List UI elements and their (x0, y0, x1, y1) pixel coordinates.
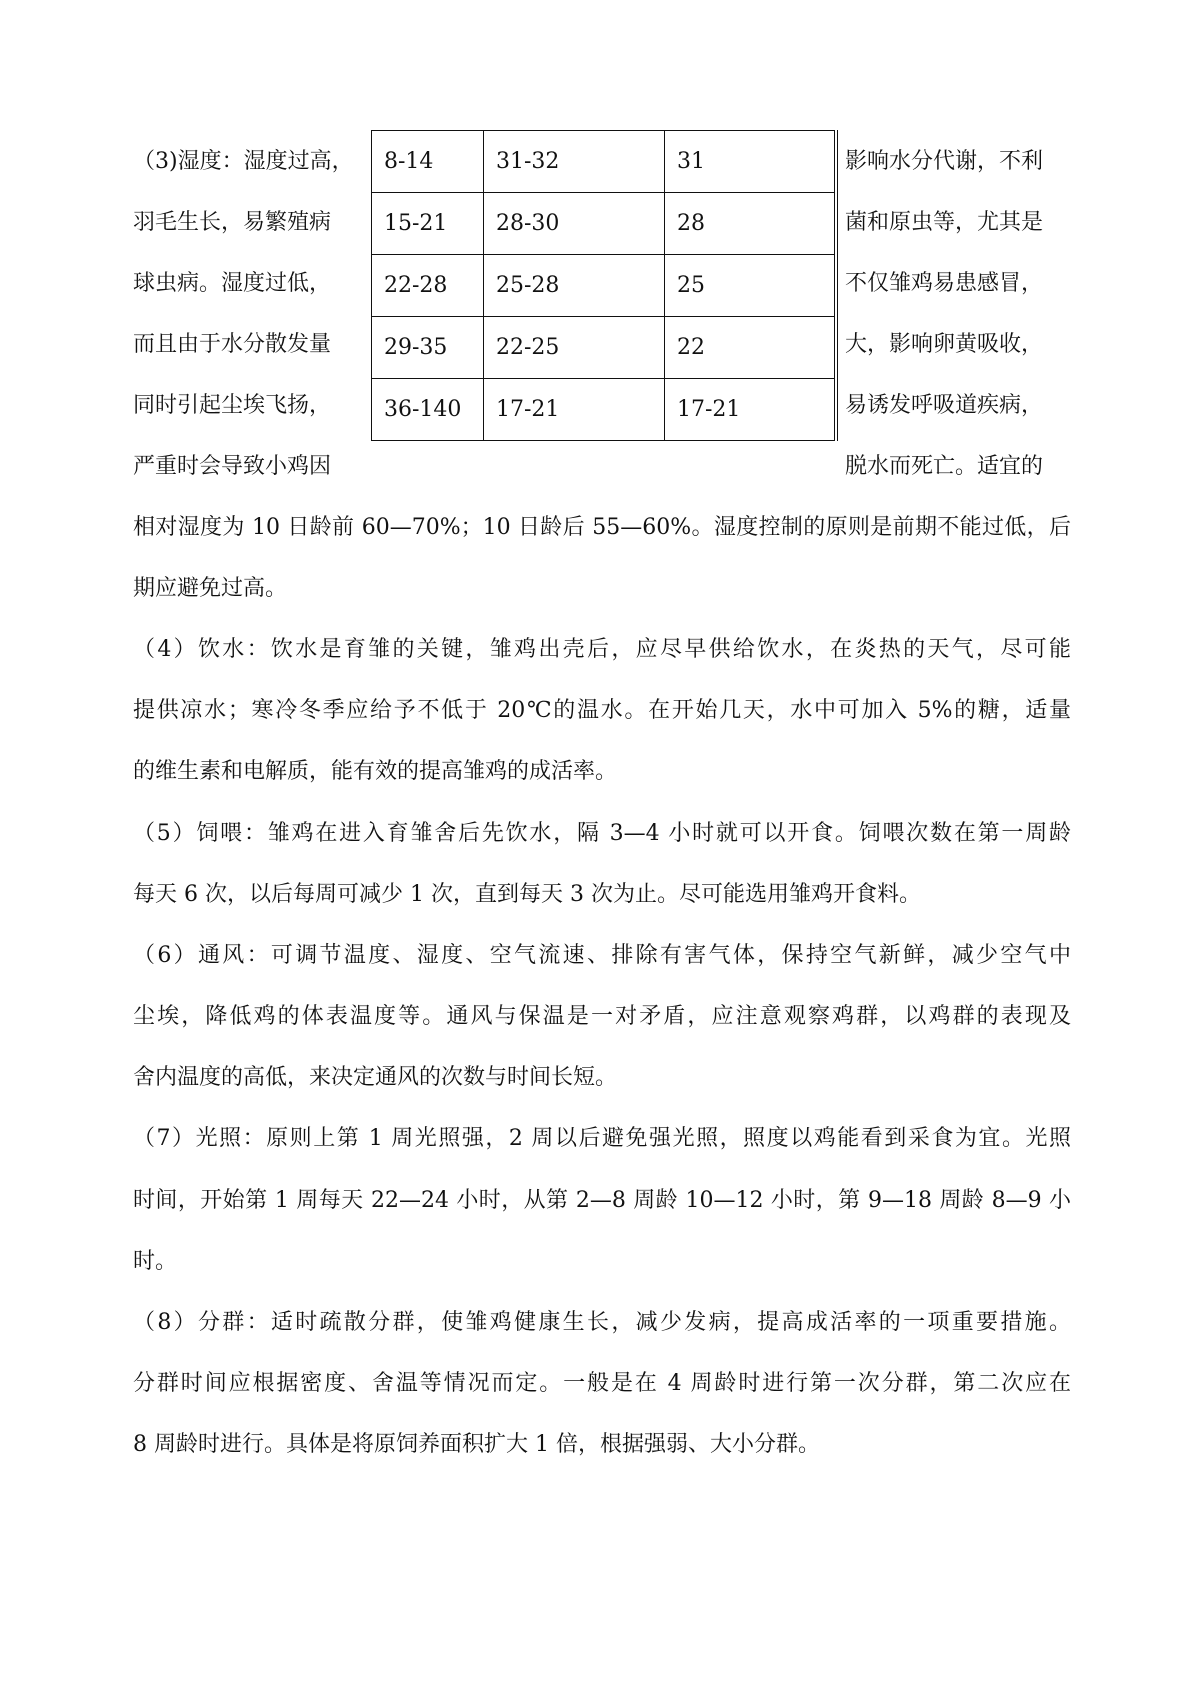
paragraph-line: （6）通风：可调节温度、湿度、空气流速、排除有害气体，保持空气新鲜，减少空气中 (133, 943, 1071, 968)
table-row (372, 193, 836, 255)
paragraph-line: （5）饲喂：雏鸡在进入育雏舍后先饮水，隔 3—4 小时就可以开食。饲喂次数在第一周龄 (133, 821, 1071, 846)
table-cell: 22-28 (372, 255, 484, 317)
table-cell: 22-25 (484, 317, 665, 379)
table-cell: 8-14 (372, 131, 484, 193)
wrap-right-line: 影响水分代谢，不利 (845, 149, 1044, 174)
wrap-left-line: 同时引起尘埃飞扬， (133, 393, 332, 418)
table-row (372, 131, 836, 193)
paragraph-line: 尘埃，降低鸡的体表温度等。通风与保温是一对矛盾，应注意观察鸡群，以鸡群的表现及 (133, 1004, 1071, 1029)
paragraph-line: 时间，开始第 1 周每天 22—24 小时，从第 2—8 周龄 10—12 小时，第 9—18 周龄 8—9 小 (133, 1188, 1071, 1213)
wrap-left-line: （3)湿度：湿度过高， (133, 149, 354, 174)
table-cell: 22 (665, 317, 836, 379)
paragraph-line: 分群时间应根据密度、舍温等情况而定。一般是在 4 周龄时进行第一次分群，第二次应在 (133, 1371, 1071, 1396)
wrap-left-line: 羽毛生长，易繁殖病 (133, 210, 332, 235)
table-cell: 28 (665, 193, 836, 255)
table-cell: 25-28 (484, 255, 665, 317)
paragraph-line: 舍内温度的高低，来决定通风的次数与时间长短。 (133, 1065, 618, 1090)
wrap-left-line: 严重时会导致小鸡因 (133, 454, 332, 479)
table-cell: 25 (665, 255, 836, 317)
paragraph-line: （7）光照：原则上第 1 周光照强，2 周以后避免强光照，照度以鸡能看到采食为宜。光照 (133, 1126, 1071, 1151)
wrap-right-line: 脱水而死亡。适宜的 (845, 454, 1044, 479)
table-cell: 29-35 (372, 317, 484, 379)
table-row (372, 379, 836, 441)
paragraph-line: 每天 6 次，以后每周可减少 1 次，直到每天 3 次为止。尽可能选用雏鸡开食料。 (133, 882, 921, 907)
table-cell: 31-32 (484, 131, 665, 193)
wrap-left-line: 而且由于水分散发量 (133, 332, 332, 357)
paragraph-line: 提供凉水；寒冷冬季应给予不低于 20℃的温水。在开始几天，水中可加入 5%的糖，适量 (133, 698, 1071, 723)
table-row (372, 255, 836, 317)
table-cell: 36-140 (372, 379, 484, 441)
temperature-table (371, 130, 838, 441)
table-cell: 15-21 (372, 193, 484, 255)
table-cell: 31 (665, 131, 836, 193)
wrap-right-line: 菌和原虫等，尤其是 (845, 210, 1044, 235)
paragraph-line: 期应避免过高。 (133, 576, 288, 601)
wrap-right-line: 易诱发呼吸道疾病， (845, 393, 1044, 418)
table-row (372, 317, 836, 379)
table-cell: 17-21 (665, 379, 836, 441)
paragraph-line: 的维生素和电解质，能有效的提高雏鸡的成活率。 (133, 759, 618, 784)
paragraph-line: 时。 (133, 1249, 178, 1274)
paragraph-line: 相对湿度为 10 日龄前 60—70%；10 日龄后 55—60%。湿度控制的原则是前期不能过低，后 (133, 515, 1071, 540)
paragraph-line: （4）饮水：饮水是育雏的关键，雏鸡出壳后，应尽早供给饮水，在炎热的天气，尽可能 (133, 637, 1071, 662)
wrap-right-line: 大，影响卵黄吸收， (845, 332, 1044, 357)
paragraph-line: 8 周龄时进行。具体是将原饲养面积扩大 1 倍，根据强弱、大小分群。 (133, 1432, 820, 1457)
table-cell: 28-30 (484, 193, 665, 255)
wrap-left-line: 球虫病。湿度过低， (133, 271, 332, 296)
wrap-right-line: 不仅雏鸡易患感冒， (845, 271, 1044, 296)
paragraph-line: （8）分群：适时疏散分群，使雏鸡健康生长，减少发病，提高成活率的一项重要措施。 (133, 1310, 1071, 1335)
table-cell: 17-21 (484, 379, 665, 441)
